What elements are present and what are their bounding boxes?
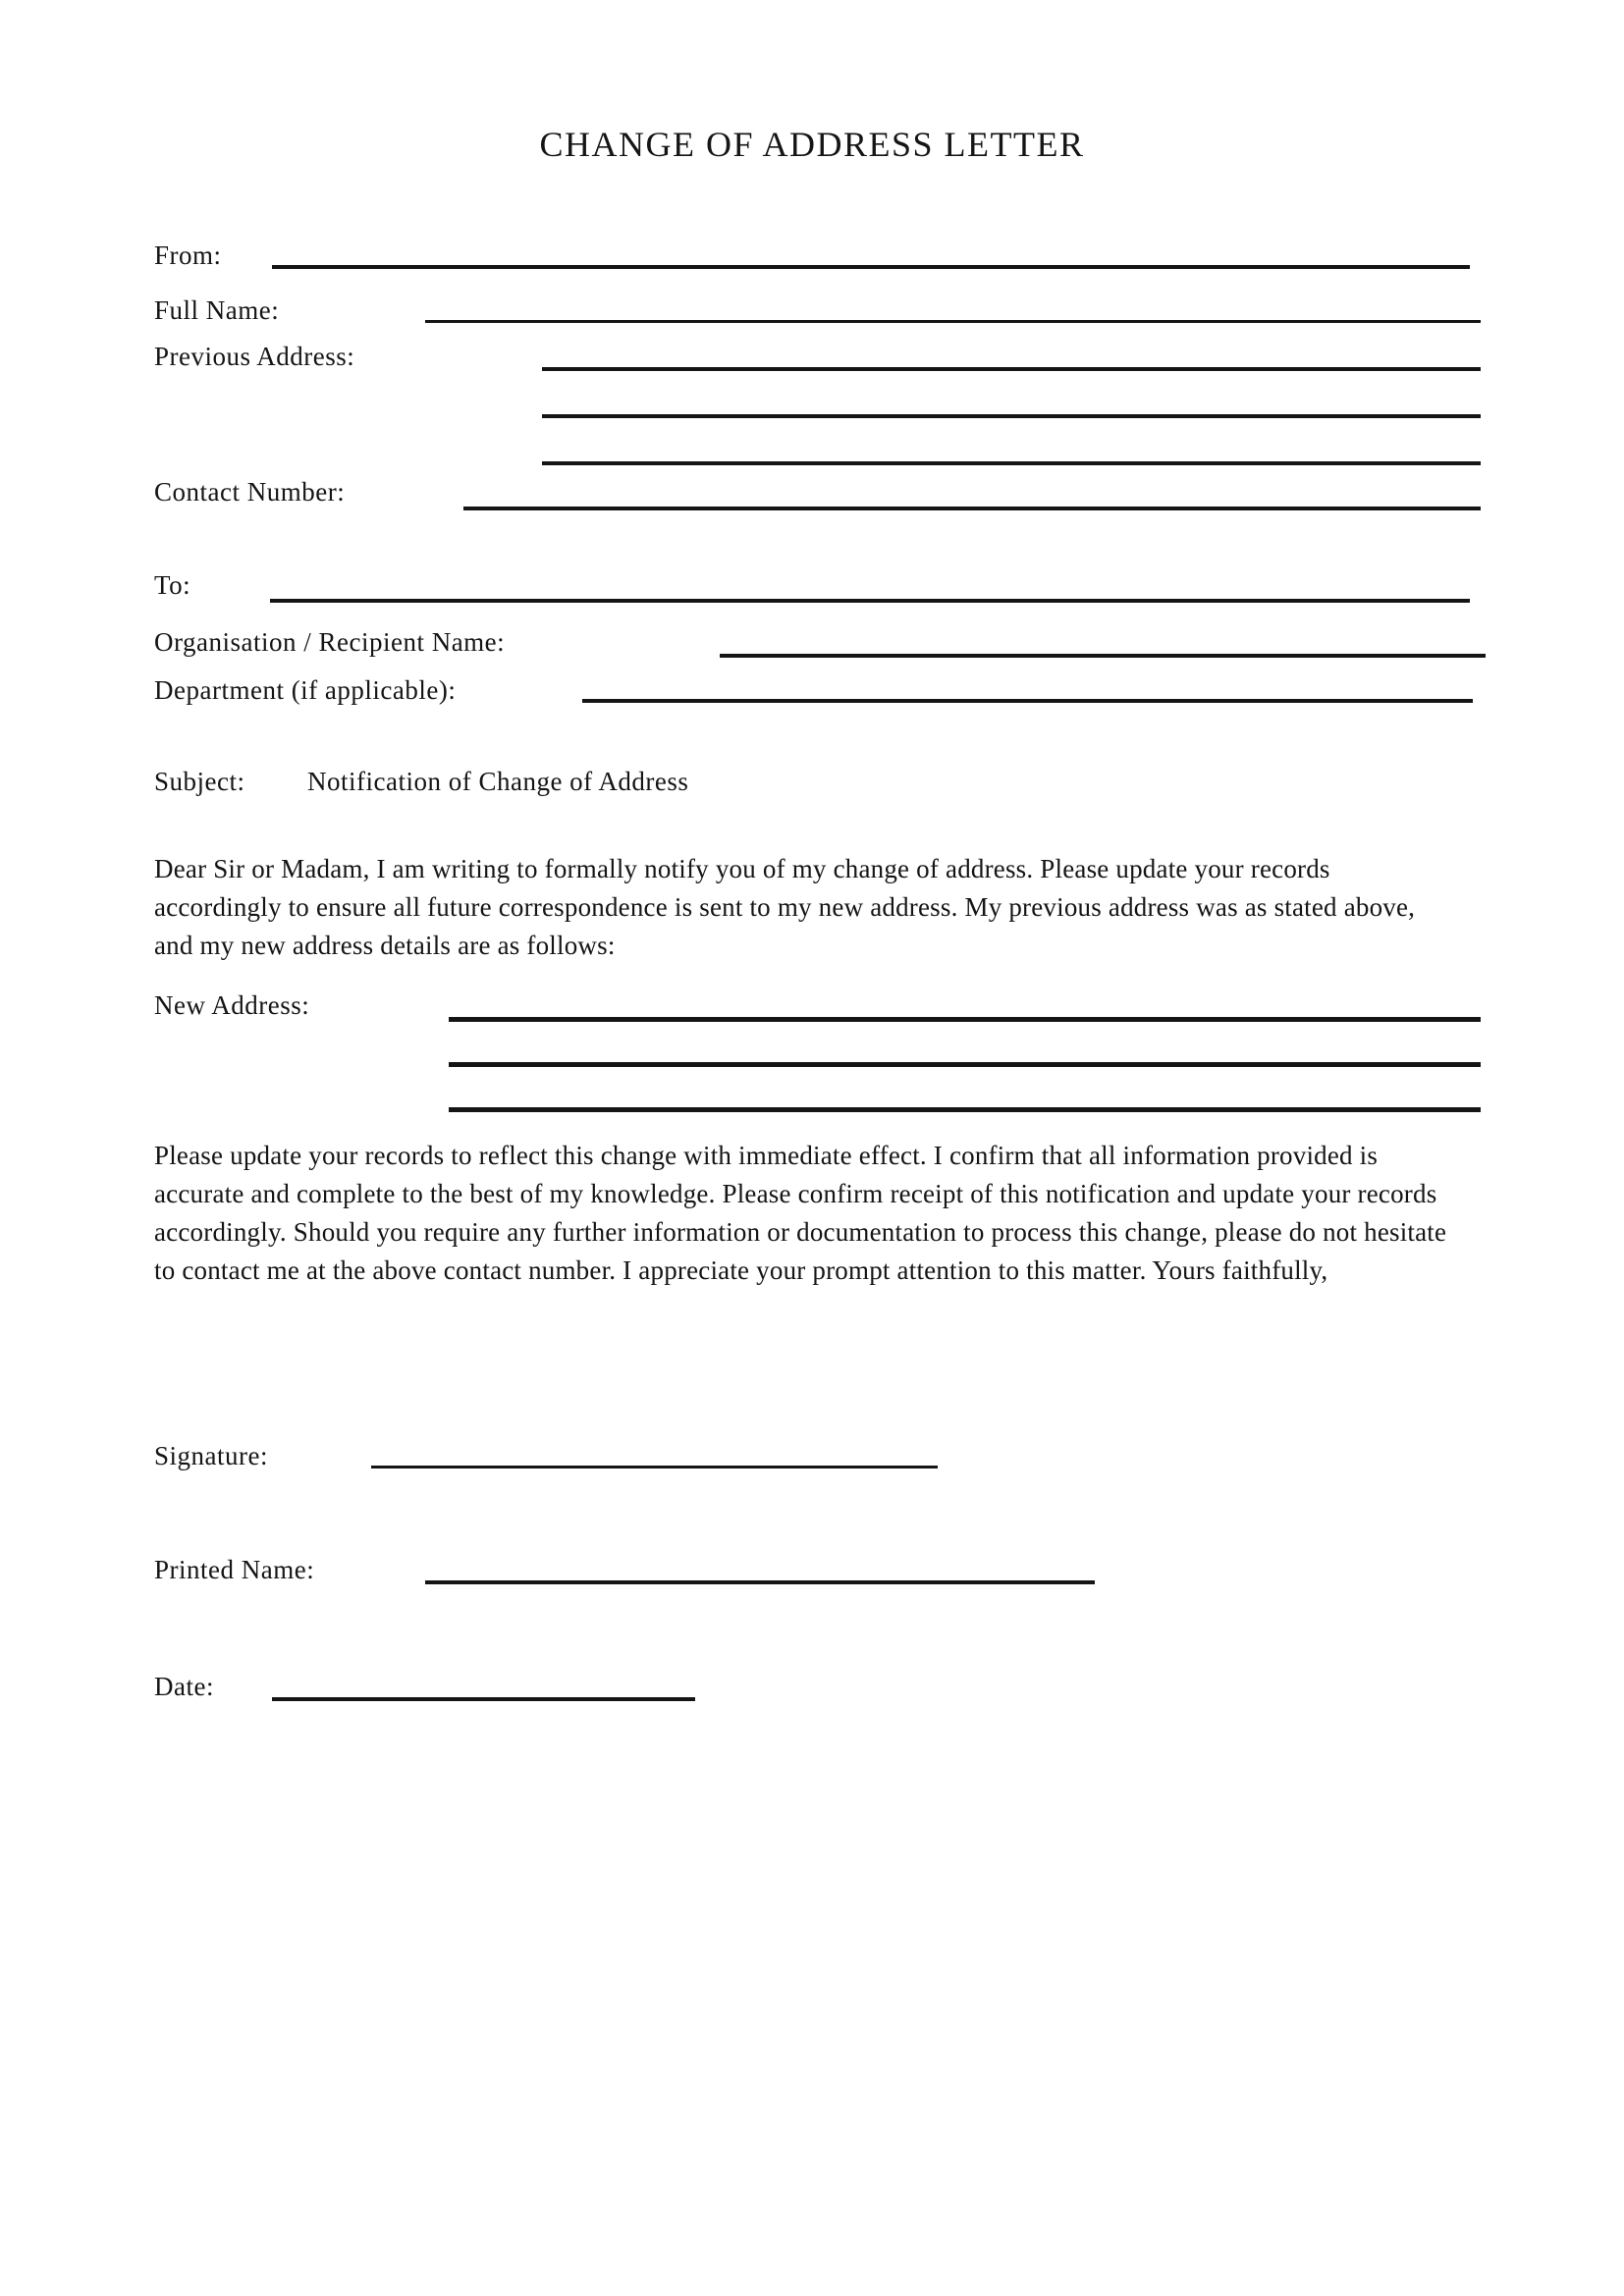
signature-label: Signature: <box>154 1441 268 1470</box>
paragraph-line: accordingly. Should you require any further information or documentation to process this change, please do not hesitate <box>154 1217 1447 1247</box>
to-label: To: <box>154 570 191 600</box>
contact-number-input-line[interactable] <box>463 507 1481 510</box>
new-address-label: New Address: <box>154 990 310 1020</box>
paragraph-line: and my new address details are as follows: <box>154 931 616 960</box>
signature-input-line[interactable] <box>371 1466 938 1468</box>
organisation-input-line[interactable] <box>720 654 1486 658</box>
document-title: CHANGE OF ADDRESS LETTER <box>539 125 1085 164</box>
previous-address-input-line[interactable] <box>542 461 1481 465</box>
printed-name-input-line[interactable] <box>425 1580 1095 1584</box>
paragraph-line: accurate and complete to the best of my knowledge. Please confirm receipt of this notification and update your records <box>154 1179 1437 1208</box>
date-input-line[interactable] <box>272 1697 695 1701</box>
department-label: Department (if applicable): <box>154 675 457 705</box>
contact-number-label: Contact Number: <box>154 477 346 507</box>
printed-name-label: Printed Name: <box>154 1555 315 1584</box>
closing-paragraph <box>154 1137 1446 1290</box>
paragraph-line: to contact me at the above contact number. I appreciate your prompt attention to this matter. Yours faithfully, <box>154 1255 1328 1285</box>
previous-address-input-line[interactable] <box>542 414 1481 418</box>
paragraph-line: Dear Sir or Madam, I am writing to formally notify you of my change of address. Please update your records <box>154 854 1330 883</box>
date-label: Date: <box>154 1672 214 1701</box>
subject-label: Subject: <box>154 767 245 796</box>
to-input-line[interactable] <box>270 599 1470 603</box>
intro-paragraph <box>154 850 1415 965</box>
full-name-label: Full Name: <box>154 295 280 325</box>
from-label: From: <box>154 240 222 270</box>
from-input-line[interactable] <box>272 265 1470 269</box>
new-address-input-line[interactable] <box>449 1062 1481 1067</box>
previous-address-input-line[interactable] <box>542 367 1481 371</box>
new-address-input-line[interactable] <box>449 1017 1481 1022</box>
organisation-label: Organisation / Recipient Name: <box>154 627 506 657</box>
previous-address-label: Previous Address: <box>154 342 355 371</box>
paragraph-line: Please update your records to reflect this change with immediate effect. I confirm that all information provided is <box>154 1141 1379 1170</box>
full-name-input-line[interactable] <box>425 320 1481 323</box>
new-address-input-line[interactable] <box>449 1107 1481 1112</box>
department-input-line[interactable] <box>582 699 1473 703</box>
paragraph-line: accordingly to ensure all future correspondence is sent to my new address. My previous address was as stated above, <box>154 892 1416 922</box>
subject-value: Notification of Change of Address <box>307 767 689 796</box>
